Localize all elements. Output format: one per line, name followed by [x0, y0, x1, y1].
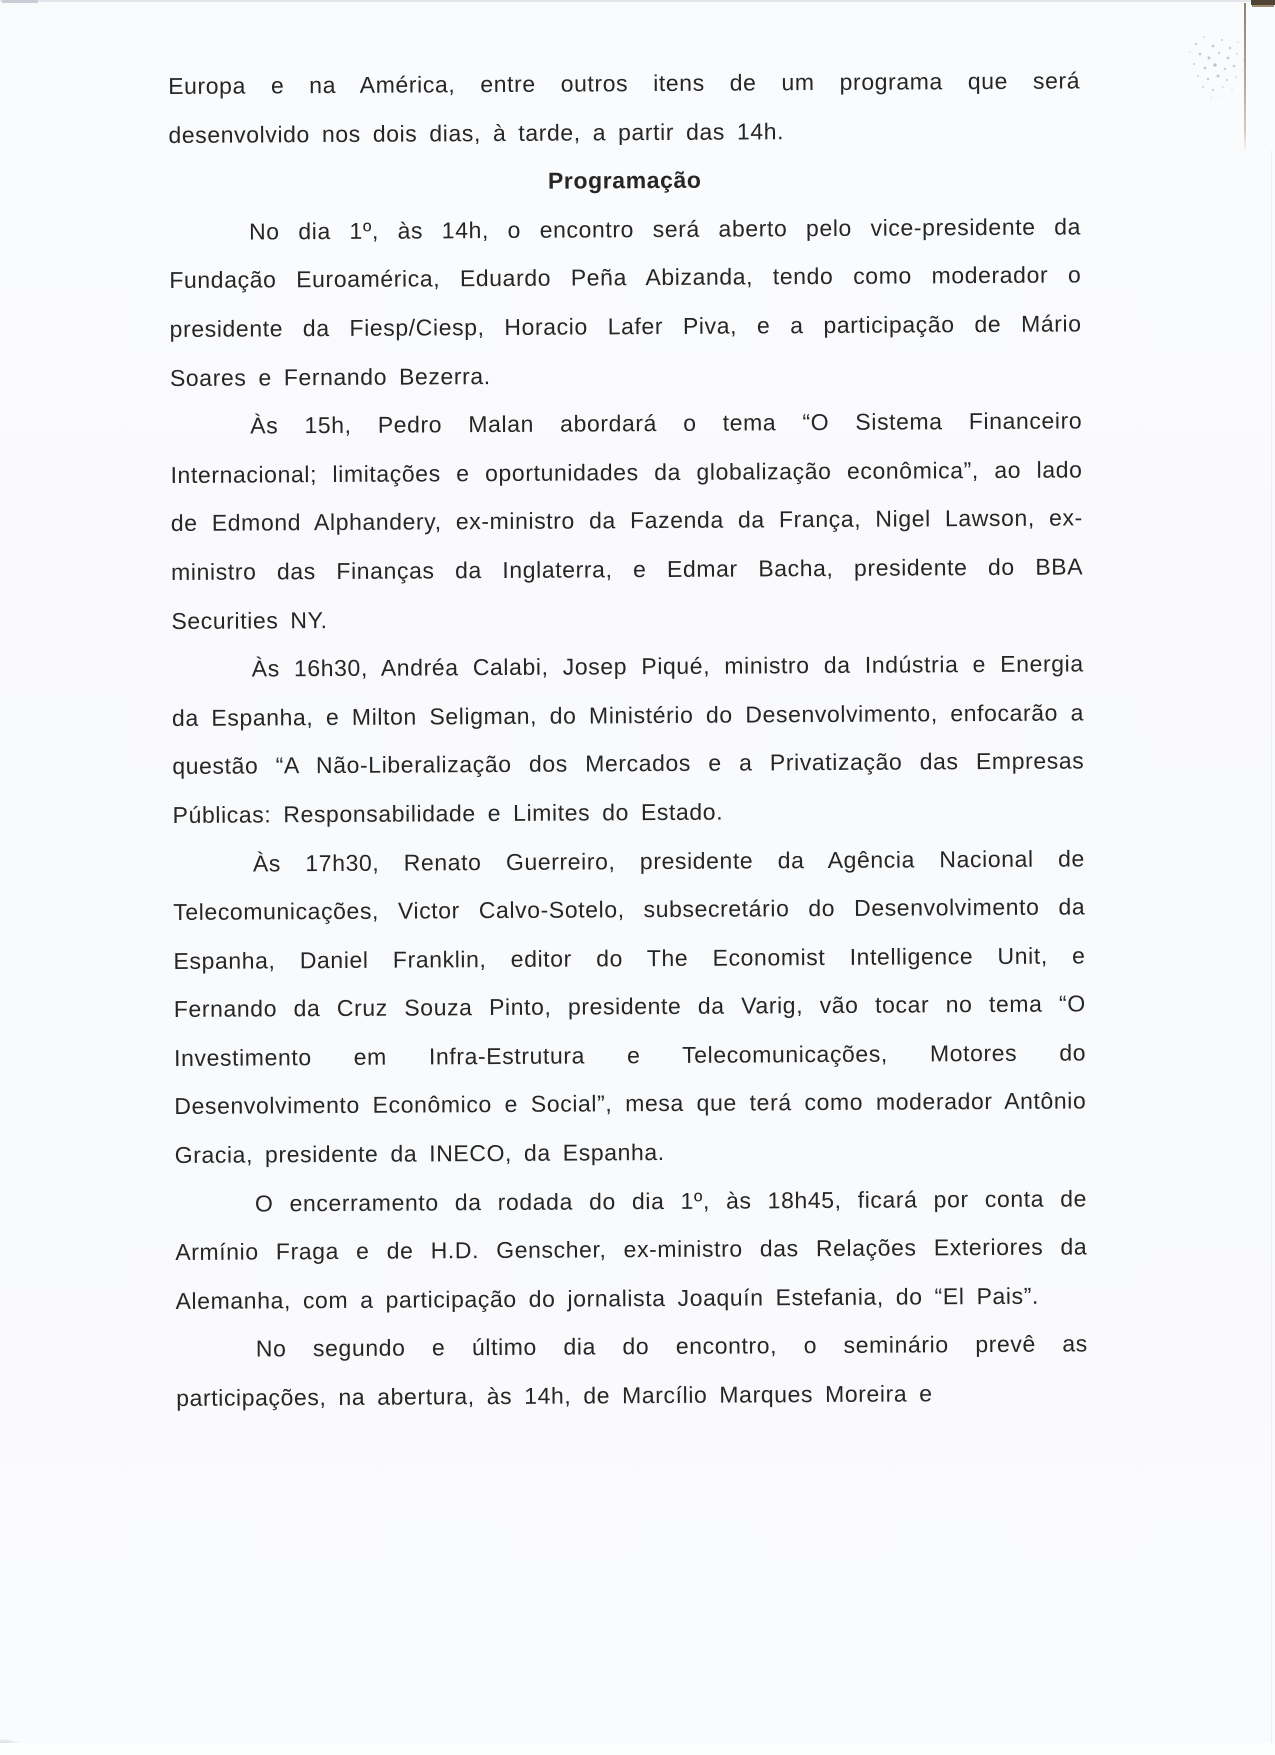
body-paragraph: Europa e na América, entre outros itens de um programa que será desenvolvido nos dois dias, à tarde, a partir das 14h.	[168, 67, 1081, 148]
section-heading: Programação	[547, 166, 702, 194]
body-paragraph: No segundo e último dia do encontro, o seminário prevê as participações, na abertura, às 14h, de Marcílio Marques Moreira e	[176, 1330, 1088, 1412]
body-paragraph: Às 17h30, Renato Guerreiro, presidente da Agência Nacional de Telecomunicações, Victor Calvo-Sotelo, subsecretário do Desenvolvimento da Espanha, Daniel Franklin, editor do The Economist Intelligence Unit, e Fernando da Cruz Souza Pinto, presidente da Varig, vão tocar no tema “O Investimento em Infra-Estrutura e Telecomunicações, Motores do Desenvolvimento Econômico e Social”, mesa que terá como moderador Antônio Gracia, presidente da INECO, da Espanha.	[173, 844, 1087, 1169]
scan-topright-bar-artifact	[1251, 0, 1275, 5]
body-paragraph: Às 16h30, Andréa Calabi, Josep Piqué, ministro da Indústria e Energia da Espanha, e Milton Seligman, do Ministério do Desenvolvimento, enfocarão a questão “A Não-Liberalização dos Mercados e a Privatização das Empresas Públicas: Responsabilidade e Limites do Estado.	[171, 650, 1085, 828]
scan-speckle-smudge-artifact	[1178, 22, 1258, 107]
scan-bottomleft-smudge-artifact	[0, 1739, 28, 1755]
body-paragraph: Às 15h, Pedro Malan abordará o tema “O Sistema Financeiro Internacional; limitações e oportunidades da globalização econômica”, ao lado de Edmond Alphandery, ex-ministro da Fazenda da França, Nigel Lawson, ex-ministro das Finanças da Inglaterra, e Edmar Bacha, presidente do BBA Securities NY.	[170, 407, 1084, 634]
body-paragraph: No dia 1º, às 14h, o encontro será aberto pelo vice-presidente da Fundação Euroamérica, Eduardo Peña Abizanda, tendo como moderador o presidente da Fiesp/Ciesp, Horacio Lafer Piva, e a participação de Mário Soares e Fernando Bezerra.	[169, 213, 1082, 391]
scan-right-edge-artifact	[1271, 150, 1272, 1755]
scan-top-edge-artifact	[0, 0, 1275, 2]
document-text-block	[168, 56, 1088, 1422]
body-paragraph: O encerramento da rodada do dia 1º, às 18h45, ficará por conta de Armínio Fraga e de H.D. Genscher, ex-ministro das Relações Exteriores da Alemanha, com a participação do jornalista Joaquín Estefania, do “El Pais”.	[175, 1185, 1088, 1314]
scan-topleft-mark-artifact	[2, 0, 38, 3]
